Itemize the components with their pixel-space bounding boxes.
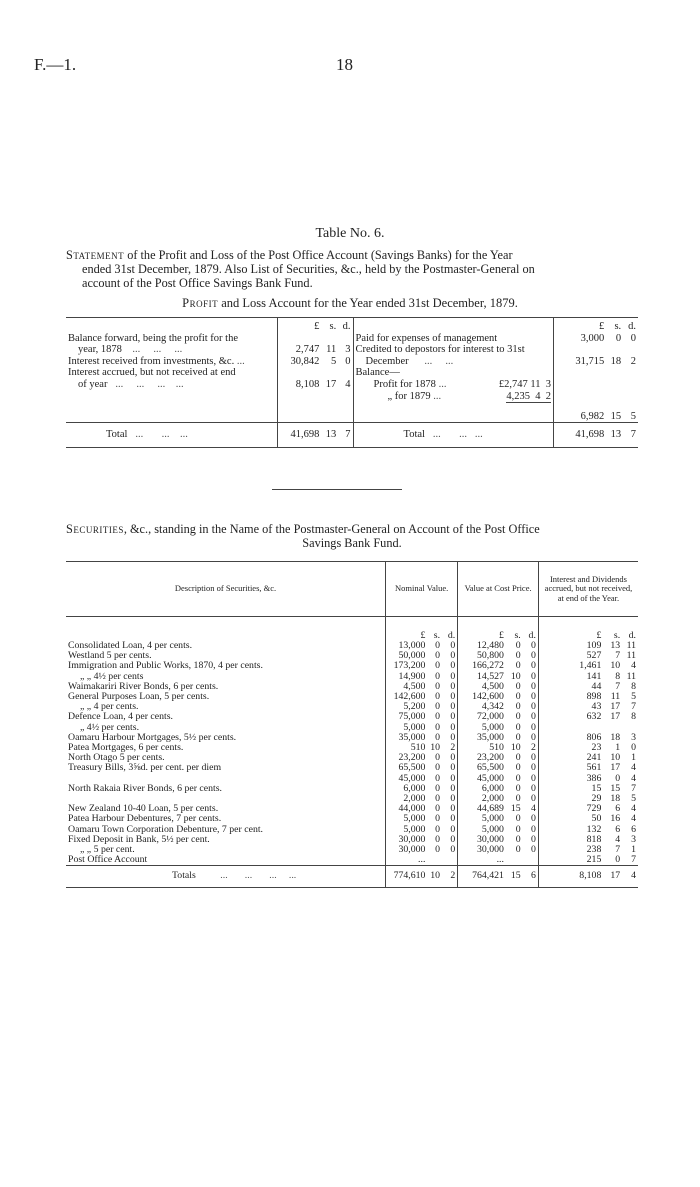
security-description: New Zealand 10-40 Loan, 5 per cents. bbox=[66, 804, 386, 814]
interest-value: 18 bbox=[610, 793, 621, 805]
cost-value: 0 bbox=[515, 844, 521, 856]
nominal-value: 0 bbox=[442, 702, 458, 712]
interest-value: 4 bbox=[631, 772, 636, 784]
nominal-value: 44,000 bbox=[398, 803, 426, 815]
cost-value: 166,272 bbox=[472, 660, 504, 672]
nominal-value bbox=[442, 855, 458, 866]
security-description: „ „ 5 per cent. bbox=[66, 845, 386, 855]
interest-value: 215 bbox=[586, 854, 602, 866]
interest-value: 43 bbox=[591, 701, 602, 713]
securities-rows bbox=[66, 641, 638, 866]
nominal-value: 65,500 bbox=[398, 762, 426, 774]
pl-row: „ for 1879 ... 4,235 4 2 bbox=[66, 391, 638, 403]
interest-value: 15 bbox=[591, 782, 602, 794]
interest-value: 632 bbox=[586, 711, 602, 723]
interest-value: 17 bbox=[610, 762, 621, 774]
cost-value: 0 bbox=[515, 731, 521, 743]
nominal-value: 75,000 bbox=[398, 711, 426, 723]
nominal-value: 30,000 bbox=[398, 833, 426, 845]
interest-value: 5 bbox=[631, 691, 636, 703]
nominal-value: 0 bbox=[435, 701, 441, 713]
nominal-value: 0 bbox=[442, 804, 458, 814]
profit-loss-title: Profit and Loss Account for the Year ended 31st December, 1879. bbox=[182, 296, 518, 310]
cost-value: 0 bbox=[523, 651, 539, 661]
interest-value: 7 bbox=[615, 680, 621, 692]
securities-totals-row: Totals ... ... ... ... 774,610 10 2 764,421 15 6 8,108 17 4 bbox=[66, 866, 638, 887]
cost-value: 5,000 bbox=[481, 721, 504, 733]
nominal-value: 0 bbox=[435, 731, 441, 743]
interest-value: 7 bbox=[631, 854, 636, 866]
nominal-value: 0 bbox=[442, 712, 458, 722]
nominal-value: 0 bbox=[442, 672, 458, 682]
cost-value: 30,000 bbox=[477, 833, 504, 845]
security-description: Fixed Deposit in Bank, 5½ per cent. bbox=[66, 835, 386, 845]
cost-value: 0 bbox=[523, 672, 539, 682]
nominal-value: ... bbox=[418, 854, 426, 866]
profit-loss-table bbox=[66, 317, 638, 448]
security-description: Westland 5 per cents. bbox=[66, 651, 386, 661]
statement-line2: ended 31st December, 1879. Also List of Securities, &c., held by the Postmaster-General on bbox=[82, 262, 535, 276]
interest-value: 13 bbox=[610, 640, 621, 651]
interest-value: 15 bbox=[610, 782, 621, 794]
nominal-value: 0 bbox=[442, 733, 458, 743]
cost-value: 0 bbox=[523, 682, 539, 692]
nominal-value: 2,000 bbox=[403, 793, 426, 805]
col-interest: Interest and Dividends accrued, but not received, at end of the Year. bbox=[544, 573, 633, 603]
cost-value: 2 bbox=[523, 743, 539, 753]
page-header-left: F.—1. bbox=[34, 55, 77, 74]
nominal-value: 0 bbox=[435, 823, 441, 835]
interest-value: 17 bbox=[610, 711, 621, 723]
cost-value: 2,000 bbox=[481, 793, 504, 805]
nominal-value: 6,000 bbox=[403, 782, 426, 794]
nominal-value: 0 bbox=[442, 723, 458, 733]
interest-value: 11 bbox=[626, 650, 636, 662]
interest-value: 1,461 bbox=[579, 660, 602, 672]
cost-value: 0 bbox=[523, 763, 539, 773]
nominal-value: 0 bbox=[435, 803, 441, 815]
cost-value: 0 bbox=[515, 640, 521, 651]
interest-value: 3 bbox=[631, 833, 636, 845]
interest-value: 4 bbox=[631, 762, 636, 774]
interest-value: 10 bbox=[610, 752, 621, 764]
interest-value: 0 bbox=[615, 854, 621, 866]
nominal-value: 0 bbox=[442, 763, 458, 773]
security-description: North Otago 5 per cents. bbox=[66, 753, 386, 763]
cost-value: 10 bbox=[510, 742, 521, 754]
security-description: Immigration and Public Works, 1870, 4 per cents. bbox=[66, 661, 386, 671]
nominal-value: 0 bbox=[435, 670, 441, 682]
pl-row: 6,982 15 5 bbox=[66, 402, 638, 423]
securities-row bbox=[66, 835, 638, 845]
nominal-value: 14,900 bbox=[398, 670, 426, 682]
nominal-value: 0 bbox=[442, 753, 458, 763]
pl-row: year, 1878 ... ... ... 2,747 11 3 Credited to depostors for interest to 31st bbox=[66, 344, 638, 356]
statement-heading bbox=[66, 248, 638, 290]
cost-value: 0 bbox=[515, 823, 521, 835]
cost-value: 44,689 bbox=[477, 803, 504, 815]
securities-row bbox=[66, 784, 638, 794]
nominal-value: 10 bbox=[430, 742, 441, 754]
interest-value: 141 bbox=[586, 670, 602, 682]
nominal-value: 23,200 bbox=[398, 752, 426, 764]
cost-value: 14,527 bbox=[477, 670, 504, 682]
cost-value: 0 bbox=[515, 701, 521, 713]
cost-value: 0 bbox=[523, 692, 539, 702]
interest-value: 23 bbox=[591, 742, 602, 754]
interest-value: 386 bbox=[586, 772, 602, 784]
cost-value: 0 bbox=[523, 641, 539, 651]
statement-line1: of the Profit and Loss of the Post Office Account (Savings Banks) for the Year bbox=[124, 248, 513, 262]
nominal-value: 0 bbox=[442, 794, 458, 804]
cost-value: 15 bbox=[510, 803, 521, 815]
nominal-value: 13,000 bbox=[398, 640, 426, 651]
nominal-value: 0 bbox=[442, 825, 458, 835]
cost-value: 50,800 bbox=[477, 650, 504, 662]
nominal-value: 0 bbox=[442, 641, 458, 651]
securities-row bbox=[66, 641, 638, 651]
cost-value: 0 bbox=[515, 680, 521, 692]
nominal-value: 5,000 bbox=[403, 823, 426, 835]
nominal-value: 0 bbox=[435, 660, 441, 672]
securities-row bbox=[66, 712, 638, 722]
nominal-value: 0 bbox=[435, 762, 441, 774]
security-description: Consolidated Loan, 4 per cents. bbox=[66, 641, 386, 651]
pl-row: Interest accrued, but not received at end Balance— bbox=[66, 367, 638, 379]
security-description: Patea Mortgages, 6 per cents. bbox=[66, 743, 386, 753]
securities-row bbox=[66, 845, 638, 855]
nominal-value: 0 bbox=[435, 752, 441, 764]
nominal-value: 0 bbox=[435, 640, 441, 651]
cost-value: 4,342 bbox=[481, 701, 504, 713]
interest-value: 7 bbox=[631, 782, 636, 794]
interest-value: 729 bbox=[586, 803, 602, 815]
securities-header-row bbox=[66, 562, 638, 617]
cost-value: 0 bbox=[523, 835, 539, 845]
interest-value: 16 bbox=[610, 813, 621, 825]
securities-table bbox=[66, 561, 638, 888]
interest-value: 241 bbox=[586, 752, 602, 764]
nominal-value: 4,500 bbox=[403, 680, 426, 692]
security-description: Oamaru Town Corporation Debenture, 7 per cent. bbox=[66, 825, 386, 835]
col-cost: Value at Cost Price. bbox=[458, 562, 539, 617]
nominal-value: 0 bbox=[435, 813, 441, 825]
nominal-value: 0 bbox=[442, 835, 458, 845]
interest-value: 10 bbox=[610, 660, 621, 672]
security-description: Treasury Bills, 3⅝d. per cent. per diem bbox=[66, 763, 386, 773]
interest-value: 8 bbox=[615, 670, 621, 682]
statement-line3: account of the Post Office Savings Bank Fund. bbox=[82, 276, 313, 290]
cost-value: 0 bbox=[523, 845, 539, 855]
cost-value bbox=[523, 855, 539, 866]
cost-value: 72,000 bbox=[477, 711, 504, 723]
cost-value: 0 bbox=[523, 661, 539, 671]
currency-row: £ s. d. £ s. d. £ s. d. bbox=[66, 617, 638, 642]
security-description: General Purposes Loan, 5 per cents. bbox=[66, 692, 386, 702]
interest-value: 0 bbox=[615, 772, 621, 784]
cost-value: 0 bbox=[515, 772, 521, 784]
cost-value: 0 bbox=[523, 794, 539, 804]
interest-value: 4 bbox=[631, 803, 636, 815]
security-description: North Rakaia River Bonds, 6 per cents. bbox=[66, 784, 386, 794]
interest-value: 806 bbox=[586, 731, 602, 743]
cost-value: 10 bbox=[510, 670, 521, 682]
interest-value: 11 bbox=[610, 691, 621, 703]
securities-row bbox=[66, 661, 638, 671]
cost-value: 30,000 bbox=[477, 844, 504, 856]
interest-value: 6 bbox=[631, 823, 636, 835]
nominal-value: 45,000 bbox=[398, 772, 426, 784]
cost-value: 4 bbox=[523, 804, 539, 814]
securities-row bbox=[66, 692, 638, 702]
interest-value: 6 bbox=[615, 803, 621, 815]
interest-value: 8 bbox=[631, 711, 636, 723]
interest-value: 44 bbox=[591, 680, 602, 692]
interest-value: 11 bbox=[626, 640, 636, 651]
cost-value bbox=[506, 855, 523, 866]
cost-value: 0 bbox=[515, 752, 521, 764]
interest-value: 50 bbox=[591, 813, 602, 825]
cost-value: 0 bbox=[515, 711, 521, 723]
interest-value: 4 bbox=[631, 813, 636, 825]
interest-value: 132 bbox=[586, 823, 602, 835]
cost-value: 65,500 bbox=[477, 762, 504, 774]
nominal-value: 0 bbox=[435, 691, 441, 703]
nominal-value: 0 bbox=[442, 814, 458, 824]
nominal-value: 142,600 bbox=[393, 691, 426, 703]
interest-value: 238 bbox=[586, 844, 602, 856]
cost-value: 0 bbox=[515, 762, 521, 774]
securities-row bbox=[66, 855, 638, 866]
cost-value: 0 bbox=[515, 793, 521, 805]
nominal-value: 0 bbox=[435, 793, 441, 805]
interest-value: 818 bbox=[586, 833, 602, 845]
pl-row: of year ... ... ... ... 8,108 17 4 Profit for 1878 ... £2,747 11 3 bbox=[66, 379, 638, 391]
interest-value: 3 bbox=[631, 731, 636, 743]
nominal-value bbox=[427, 855, 442, 866]
nominal-value: 0 bbox=[435, 711, 441, 723]
interest-value: 0 bbox=[631, 742, 636, 754]
col-description: Description of Securities, &c. bbox=[66, 562, 386, 617]
cost-value: 0 bbox=[523, 814, 539, 824]
section-divider bbox=[272, 489, 402, 490]
cost-value: 0 bbox=[523, 712, 539, 722]
nominal-value: 0 bbox=[435, 844, 441, 856]
nominal-value: 5,000 bbox=[403, 721, 426, 733]
interest-value: 1 bbox=[615, 742, 621, 754]
interest-value: 1 bbox=[631, 844, 636, 856]
nominal-value: 0 bbox=[442, 784, 458, 794]
interest-value: 7 bbox=[631, 701, 636, 713]
nominal-value: 173,200 bbox=[393, 660, 426, 672]
nominal-value: 5,200 bbox=[403, 701, 426, 713]
currency-row: £ s. d. £ s. d. bbox=[66, 318, 638, 333]
cost-value: 0 bbox=[515, 660, 521, 672]
security-description: Post Office Account bbox=[66, 855, 386, 866]
interest-value: 527 bbox=[586, 650, 602, 662]
pl-total-row: Total ... ... ... 41,698 13 7 Total ... ... ... 41,698 13 7 bbox=[66, 423, 638, 448]
cost-value: 5,000 bbox=[481, 813, 504, 825]
cost-value: 45,000 bbox=[477, 772, 504, 784]
interest-value: 7 bbox=[615, 650, 621, 662]
nominal-value: 0 bbox=[435, 833, 441, 845]
statement-lead: Statement bbox=[66, 248, 125, 262]
nominal-value: 0 bbox=[435, 721, 441, 733]
security-description: „ „ 4 per cents. bbox=[66, 702, 386, 712]
nominal-value: 0 bbox=[435, 782, 441, 794]
nominal-value: 0 bbox=[435, 772, 441, 784]
nominal-value: 0 bbox=[442, 845, 458, 855]
cost-value: 0 bbox=[515, 650, 521, 662]
nominal-value: 35,000 bbox=[398, 731, 426, 743]
interest-value: 4 bbox=[615, 833, 621, 845]
cost-value: 0 bbox=[515, 721, 521, 733]
nominal-value: 50,000 bbox=[398, 650, 426, 662]
cost-value: 0 bbox=[515, 691, 521, 703]
interest-value: 561 bbox=[586, 762, 602, 774]
page-number: 18 bbox=[336, 55, 353, 74]
interest-value: 8 bbox=[631, 680, 636, 692]
nominal-value: 0 bbox=[435, 650, 441, 662]
cost-value: 4,500 bbox=[481, 680, 504, 692]
pl-row: Interest received from investments, &c. ... 30,842 5 0 December ... ... 31,715 18 2 bbox=[68, 355, 636, 367]
cost-value: 0 bbox=[523, 702, 539, 712]
cost-value: 5,000 bbox=[481, 823, 504, 835]
pl-row: Balance forward, being the profit for the Paid for expenses of management 3,000 0 0 bbox=[68, 332, 636, 344]
cost-value: 35,000 bbox=[477, 731, 504, 743]
interest-value: 6 bbox=[615, 823, 621, 835]
interest-value: 898 bbox=[586, 691, 602, 703]
nominal-value: 0 bbox=[442, 774, 458, 784]
interest-value: 7 bbox=[615, 844, 621, 856]
security-description: Waimakariri River Bonds, 6 per cents. bbox=[66, 682, 386, 692]
nominal-value: 0 bbox=[442, 651, 458, 661]
security-description: Oamaru Harbour Mortgages, 5½ per cents. bbox=[66, 733, 386, 743]
securities-row bbox=[66, 763, 638, 773]
nominal-value: 0 bbox=[442, 692, 458, 702]
interest-value: 18 bbox=[610, 731, 621, 743]
securities-heading: Securities, &c., standing in the Name of the Postmaster-General on Account of the Post Office Savings Bank Fund. bbox=[66, 522, 540, 550]
nominal-value: 5,000 bbox=[403, 813, 426, 825]
interest-value: 109 bbox=[586, 640, 602, 651]
interest-value: 5 bbox=[631, 793, 636, 805]
interest-value: 29 bbox=[591, 793, 602, 805]
cost-value: 0 bbox=[523, 723, 539, 733]
cost-value: 0 bbox=[523, 825, 539, 835]
nominal-value: 30,000 bbox=[398, 844, 426, 856]
cost-value: 23,200 bbox=[477, 752, 504, 764]
cost-value: 510 bbox=[489, 742, 504, 754]
security-description: „ 4½ per cents. bbox=[66, 723, 386, 733]
interest-value: 1 bbox=[631, 752, 636, 764]
cost-value: 0 bbox=[515, 782, 521, 794]
cost-value: 0 bbox=[515, 833, 521, 845]
security-description: „ „ 4½ per cents bbox=[66, 672, 386, 682]
nominal-value: 0 bbox=[442, 682, 458, 692]
nominal-value: 510 bbox=[410, 742, 426, 754]
cost-value: 0 bbox=[523, 733, 539, 743]
cost-value: 0 bbox=[523, 774, 539, 784]
cost-value: 12,480 bbox=[477, 640, 504, 651]
interest-value: 17 bbox=[610, 701, 621, 713]
cost-value: 0 bbox=[523, 784, 539, 794]
security-description: Patea Harbour Debentures, 7 per cents. bbox=[66, 814, 386, 824]
interest-value: 4 bbox=[631, 660, 636, 672]
cost-value: ... bbox=[496, 854, 504, 866]
cost-value: 0 bbox=[523, 753, 539, 763]
nominal-value: 2 bbox=[442, 743, 458, 753]
interest-value: 11 bbox=[626, 670, 636, 682]
cost-value: 142,600 bbox=[472, 691, 504, 703]
cost-value: 6,000 bbox=[481, 782, 504, 794]
col-nominal: Nominal Value. bbox=[386, 562, 458, 617]
table-title: Table No. 6. bbox=[315, 226, 385, 241]
security-description: Defence Loan, 4 per cents. bbox=[66, 712, 386, 722]
nominal-value: 0 bbox=[435, 680, 441, 692]
cost-value: 0 bbox=[515, 813, 521, 825]
nominal-value: 0 bbox=[442, 661, 458, 671]
